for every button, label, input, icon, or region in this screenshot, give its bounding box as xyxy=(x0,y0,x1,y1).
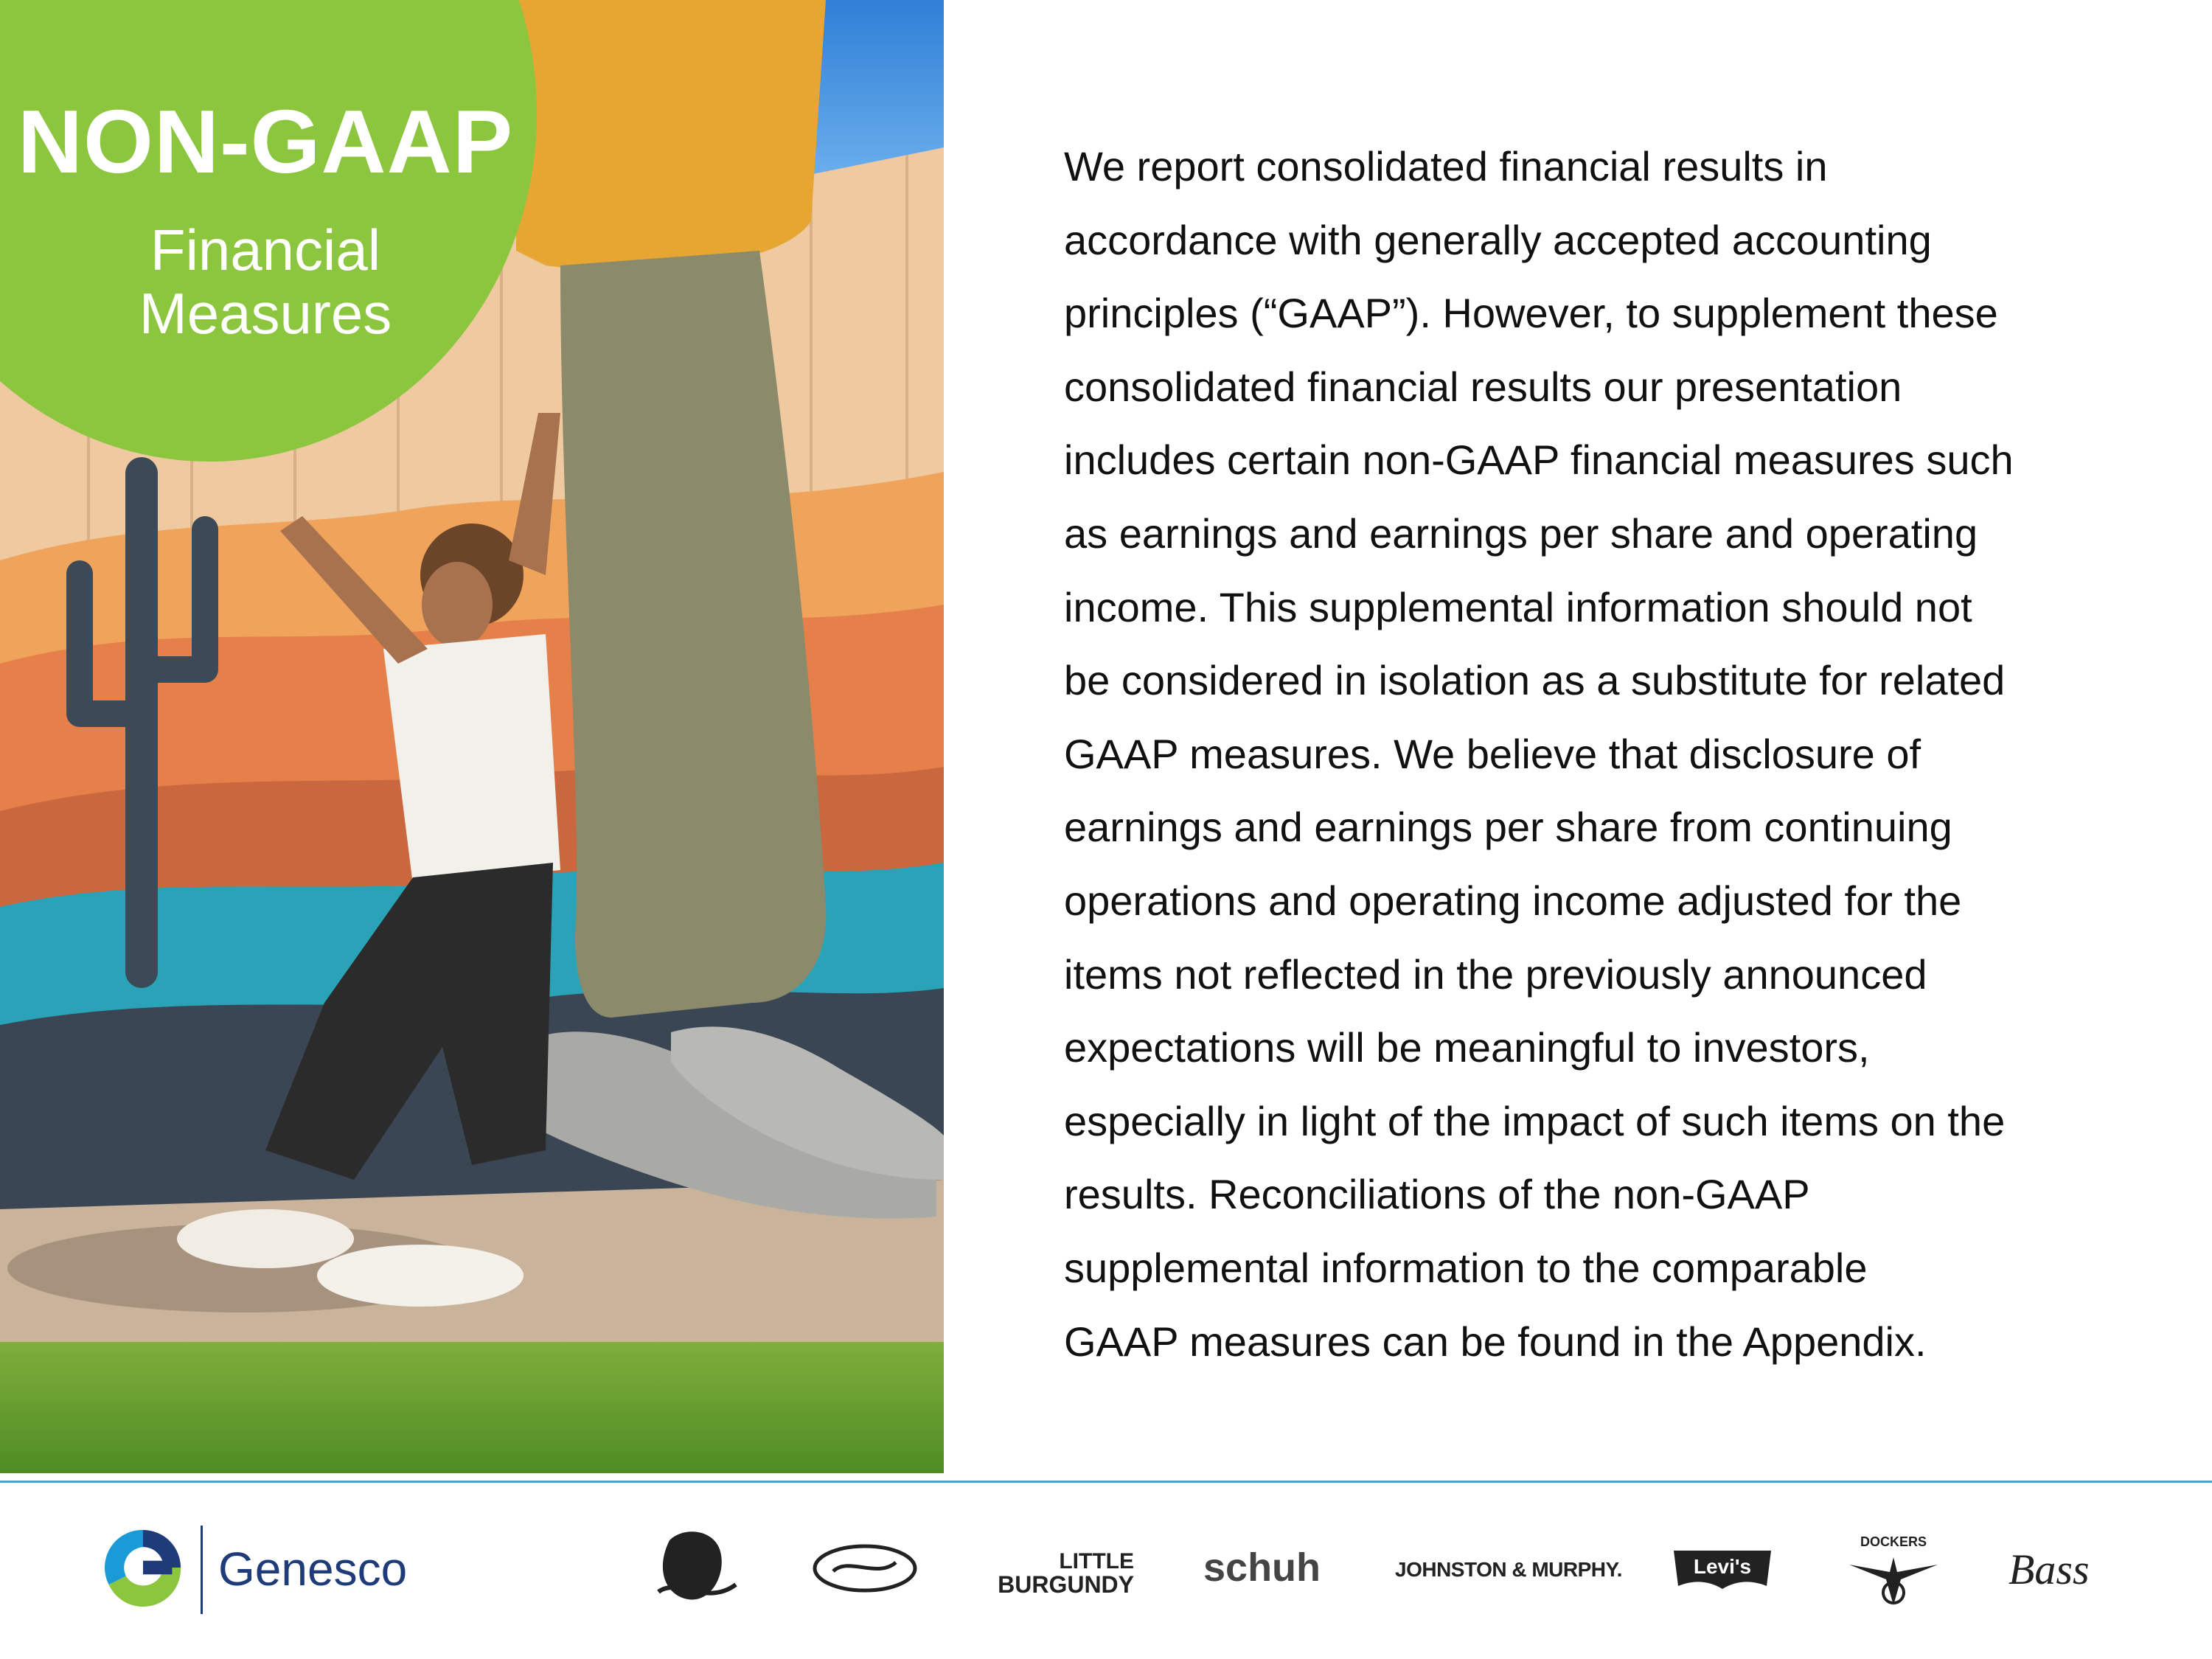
schuh-logo: schuh xyxy=(1203,1545,1321,1590)
journeys-kidz-logo xyxy=(811,1542,919,1595)
paragraph-line: GAAP measures. We believe that disclosure of xyxy=(1064,730,1921,777)
badge-subtitle xyxy=(0,218,531,345)
badge-subtitle-line1: Financial xyxy=(150,218,381,282)
bass-logo: Bass xyxy=(2008,1545,2090,1593)
levis-wordmark: Levi's xyxy=(1693,1555,1752,1578)
hero-photo xyxy=(0,0,944,1473)
badge-title: NON-GAAP xyxy=(17,91,514,192)
paragraph-line: principles (“GAAP”). However, to supplement these xyxy=(1064,290,1998,337)
paragraph-line: earnings and earnings per share from continuing xyxy=(1064,804,1952,851)
little-burgundy-logo xyxy=(987,1548,1134,1599)
genesco-g-icon xyxy=(100,1525,186,1610)
paragraph-line: results. Reconciliations of the non-GAAP xyxy=(1064,1171,1810,1218)
paragraph-line: includes certain non-GAAP financial measures such xyxy=(1064,437,2014,484)
levis-logo xyxy=(1671,1548,1774,1592)
genesco-wordmark: Genesco xyxy=(218,1543,408,1596)
dockers-wordmark: DOCKERS xyxy=(1860,1534,1927,1549)
footer-logo-bar xyxy=(0,1483,2212,1659)
little-burgundy-line1: LITTLE xyxy=(1059,1549,1134,1573)
non-gaap-badge xyxy=(0,0,537,462)
johnston-murphy-logo: JOHNSTON & MURPHY. xyxy=(1395,1558,1622,1581)
genesco-separator xyxy=(201,1526,203,1614)
paragraph-line: especially in light of the impact of such items on the xyxy=(1064,1097,2006,1144)
paragraph-line: operations and operating income adjusted for the xyxy=(1064,877,1962,924)
dockers-logo xyxy=(1842,1528,1945,1614)
paragraph-line: items not reflected in the previously announced xyxy=(1064,950,1927,998)
paragraph-line: accordance with generally accepted accounting xyxy=(1064,216,1932,263)
non-gaap-disclosure-paragraph xyxy=(1064,130,2126,1378)
paragraph-line: GAAP measures can be found in the Appendix. xyxy=(1064,1318,1927,1365)
badge-subtitle-line2: Measures xyxy=(139,281,392,346)
paragraph-line: expectations will be meaningful to investors, xyxy=(1064,1024,1870,1071)
dockers-wings-icon xyxy=(1846,1550,1941,1609)
journeys-logo xyxy=(647,1526,743,1614)
little-burgundy-line2: BURGUNDY xyxy=(998,1571,1134,1598)
paragraph-line: consolidated financial results our presentation xyxy=(1064,363,1902,410)
paragraph-line: supplemental information to the comparable xyxy=(1064,1244,1868,1291)
paragraph-line: as earnings and earnings per share and operating xyxy=(1064,509,1978,557)
paragraph-line: be considered in isolation as a substitute for related xyxy=(1064,657,2006,704)
paragraph-line: income. This supplemental information should not xyxy=(1064,583,1972,630)
paragraph-line: We report consolidated financial results in xyxy=(1064,143,1828,189)
